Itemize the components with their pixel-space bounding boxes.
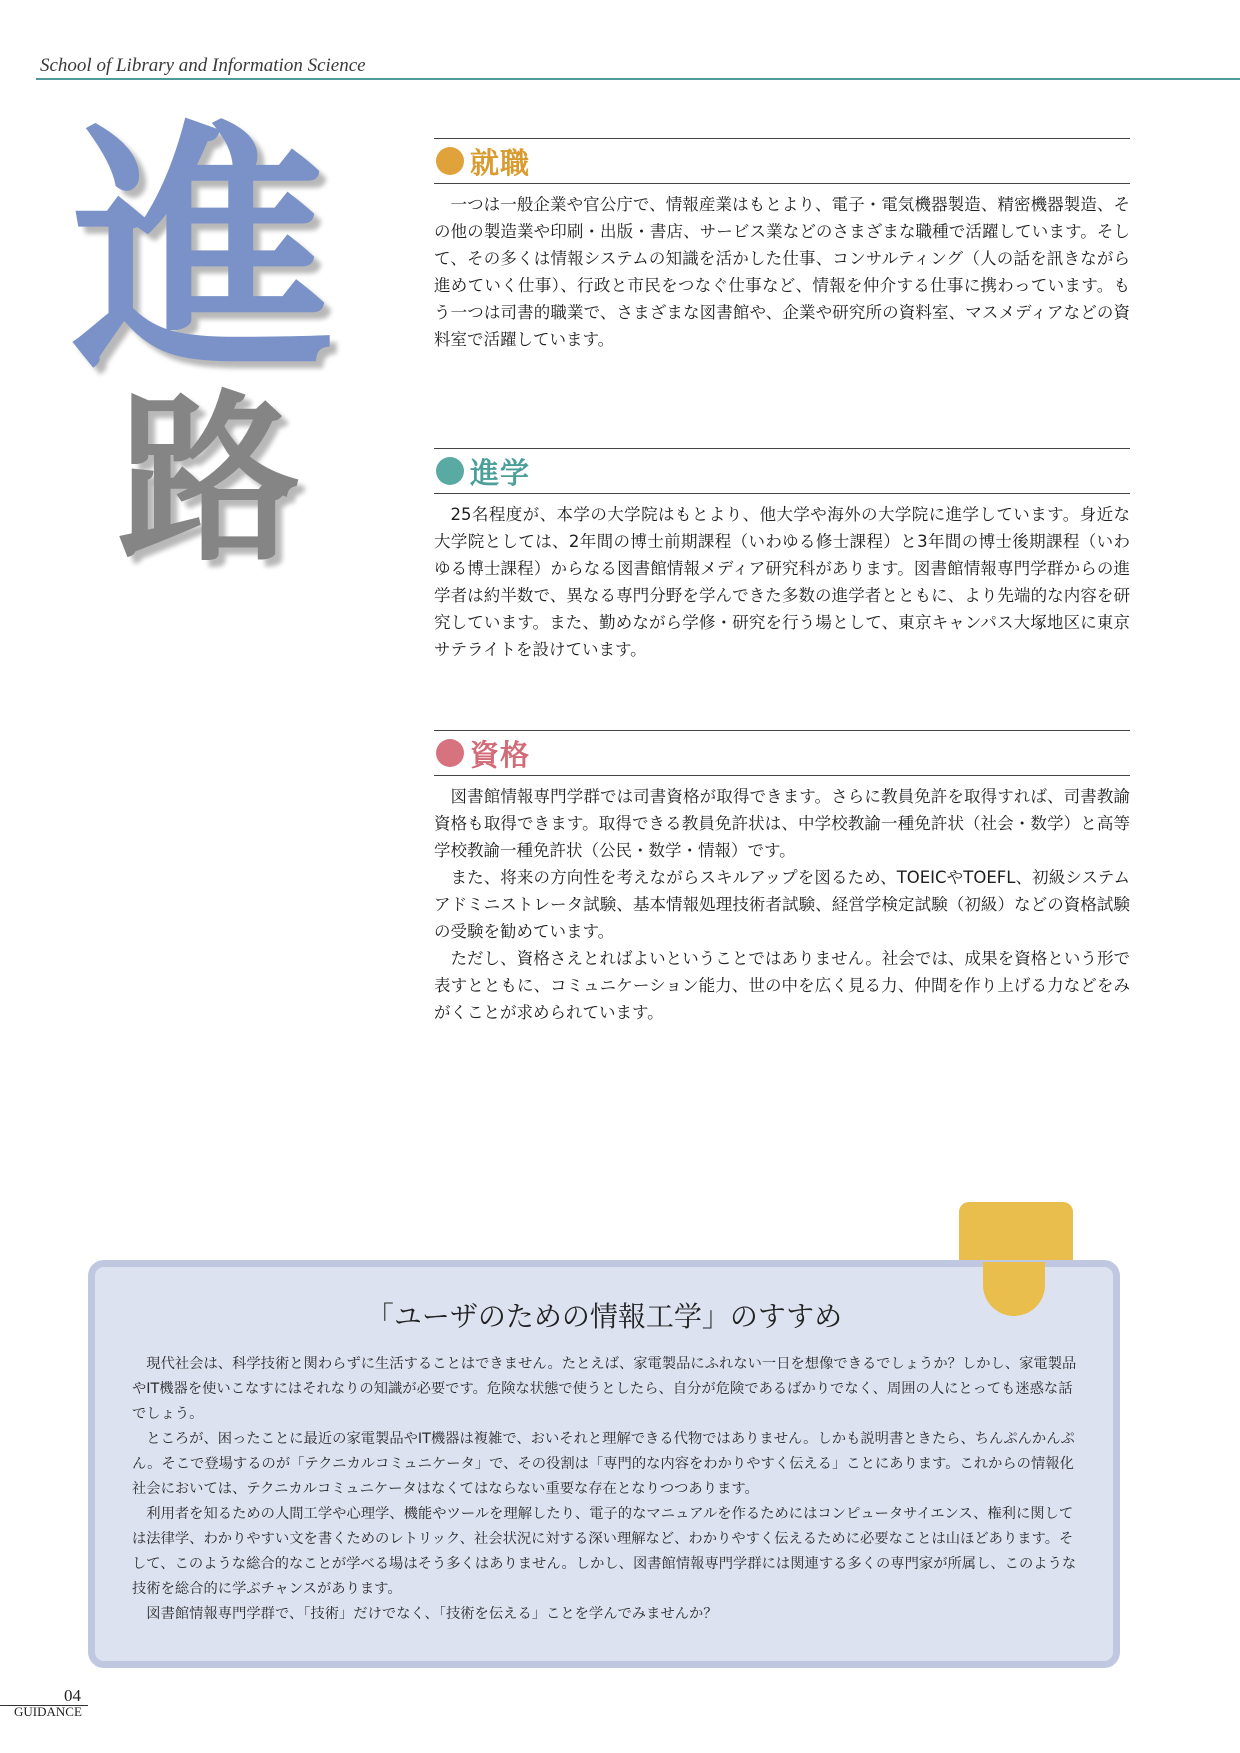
section-qualifications — [434, 730, 1130, 1026]
paragraph: 現代社会は、科学技術と関わらずに生活することはできません。たとえば、家電製品にふれない一日を想像できるでしょうか？しかし、家電製品やIT機器を使いこなすにはそれなりの知識が必要です。危険な状態で使うとしたら、自分が危険であるばかりでなく、周囲の人にとっても迷惑な話でしょう。 — [132, 1356, 1077, 1422]
column-box — [88, 1260, 1120, 1668]
header-title: School of Library and Information Science — [40, 55, 366, 76]
section-title: 資格 — [470, 737, 531, 772]
page-number: 04 — [64, 1686, 81, 1705]
paragraph: 利用者を知るための人間工学や心理学、機能やツールを理解したり、電子的なマニュアルを作るためにはコンピュータサイエンス、権利に関しては法律学、わかりやすい文を書くためのレトリック、社会状況に対する深い理解など、わかりやすく伝えるために必要なことは山ほどあります。そして、このような総合的なことが学べる場はそう多くはありません。しかし、図書館情報専門学群には関連する多くの専門家が所属し、このような技術を総合的に学ぶチャンスがあります。 — [132, 1506, 1077, 1597]
bullet-dot-icon — [436, 457, 464, 485]
section-heading — [434, 731, 1130, 776]
section-body — [434, 501, 1130, 663]
bullet-dot-icon — [436, 147, 464, 175]
box-title: 「ユーザのための情報工学」のすすめ — [365, 1300, 843, 1333]
section-heading — [434, 139, 1130, 184]
box-body — [132, 1352, 1082, 1627]
footer-label: GUIDANCE — [14, 1704, 82, 1719]
section-heading — [434, 449, 1130, 494]
hero-char-2: 路 — [118, 372, 300, 586]
hero-char-1: 進 — [72, 97, 334, 405]
section-body — [434, 783, 1130, 1026]
section-title: 就職 — [470, 145, 531, 180]
header-rule — [36, 78, 1240, 80]
paragraph: 図書館情報専門学群では司書資格が取得できます。さらに教員免許を取得すれば、司書教諭資格も取得できます。取得できる教員免許状は、中学校教諭一種免許状（社会・数学）と高等学校教諭一種免許状（公民・数学・情報）です。 — [434, 787, 1130, 860]
bullet-dot-icon — [436, 739, 464, 767]
paragraph: ところが、困ったことに最近の家電製品やIT機器は複雑で、おいそれと理解できる代物ではありません。しかも説明書ときたら、ちんぷんかんぷん。そこで登場するのが「テクニカルコミュニケータ」で、その役割は「専門的な内容をわかりやすく伝える」ことにあります。これからの情報化社会においては、テクニカルコミュニケータはなくてはならない重要な存在となりつつあります。 — [132, 1431, 1075, 1497]
section-body — [434, 191, 1130, 353]
paragraph: ただし、資格さえとればよいということではありません。社会では、成果を資格という形で表すとともに、コミュニケーション能力、世の中を広く見る力、仲間を作り上げる力などをみがくことが求められています。 — [434, 949, 1130, 1022]
section-further-study — [434, 448, 1130, 663]
section-employment — [434, 138, 1130, 353]
paragraph: また、将来の方向性を考えながらスキルアップを図るため、TOEICやTOEFL、初級システムアドミニストレータ試験、基本情報処理技術者試験、経営学検定試験（初級）などの資格試験の受験を勧めています。 — [434, 868, 1130, 941]
paragraph: 図書館情報専門学群で、「技術」だけでなく、「技術を伝える」ことを学んでみませんか？ — [146, 1606, 718, 1622]
paragraph: 25名程度が、本学の大学院はもとより、他大学や海外の大学院に進学しています。身近な大学院としては、2年間の博士前期課程（いわゆる修士課程）と3年間の博士後期課程（いわゆる博士課程）からなる図書館情報メディア研究科があります。図書館情報専門学群からの進学者は約半数で、異なる専門分野を学んできた多数の進学者とともに、より先端的な内容を研究しています。また、勤めながら学修・研究を行う場として、東京キャンパス大塚地区に東京サテライトを設けています。 — [434, 505, 1130, 659]
paragraph: 一つは一般企業や官公庁で、情報産業はもとより、電子・電気機器製造、精密機器製造、その他の製造業や印刷・出版・書店、サービス業などのさまざまな職種で活躍しています。そして、その多くは情報システムの知識を活かした仕事、コンサルティング（人の話を訊きながら進めていく仕事）、行政と市民をつなぐ仕事など、情報を仲介する仕事に携わっています。もう一つは司書的職業で、さまざまな図書館や、企業や研究所の資料室、マスメディアなどの資料室で活躍しています。 — [434, 195, 1130, 349]
section-title: 進学 — [470, 455, 531, 490]
